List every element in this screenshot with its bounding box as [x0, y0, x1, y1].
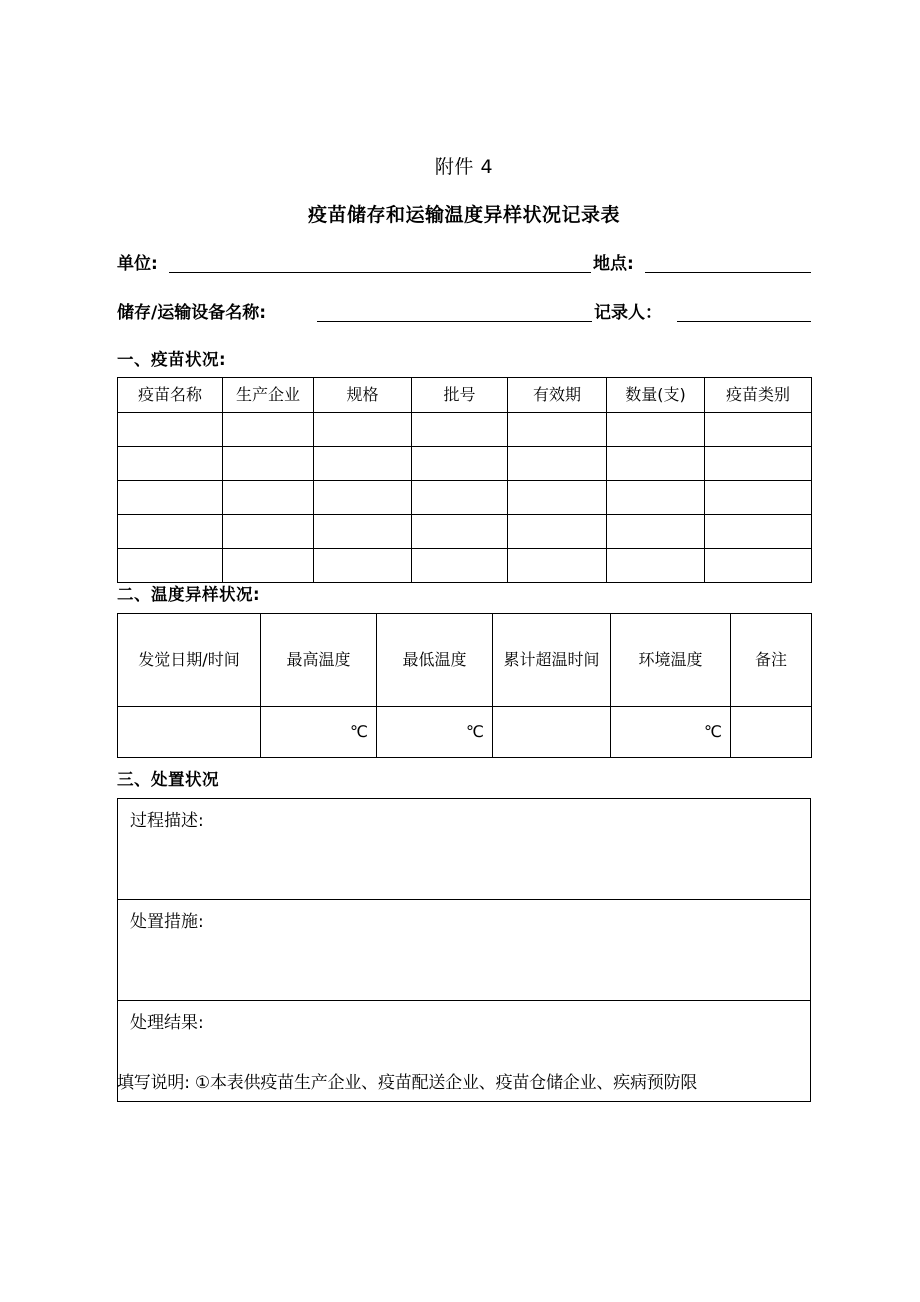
table-cell[interactable] — [118, 481, 223, 515]
table-cell[interactable] — [412, 515, 508, 549]
table-row — [118, 900, 811, 1001]
section-one-heading: 一、疫苗状况: — [117, 350, 227, 369]
section-two-heading: 二、温度异样状况: — [117, 585, 261, 604]
vaccine-status-table — [117, 377, 812, 583]
process-description-field[interactable]: 过程描述: — [118, 799, 811, 900]
table-cell[interactable] — [705, 447, 812, 481]
table-row — [118, 549, 812, 583]
unit-label: 单位: — [117, 254, 158, 274]
section-three-heading: 三、处置状况 — [117, 770, 219, 789]
column-header-max-temperature: 最高温度 — [261, 614, 377, 707]
table-cell[interactable] — [223, 447, 314, 481]
table-cell[interactable] — [607, 413, 705, 447]
column-header-ambient-temperature: 环境温度 — [611, 614, 731, 707]
column-header-discovery-datetime: 发觉日期/时间 — [118, 614, 261, 707]
table-cell[interactable] — [412, 481, 508, 515]
temperature-anomaly-table — [117, 613, 812, 758]
table-row — [118, 481, 812, 515]
column-header-vaccine-name: 疫苗名称 — [118, 378, 223, 413]
column-header-remarks: 备注 — [731, 614, 812, 707]
header-fields-row-1 — [117, 253, 811, 279]
column-header-batch-number: 批号 — [412, 378, 508, 413]
page-title: 疫苗储存和运输温度异样状况记录表 — [307, 204, 620, 226]
location-input[interactable] — [645, 253, 811, 273]
table-row — [118, 799, 811, 900]
table-cell[interactable] — [223, 413, 314, 447]
table-cell[interactable] — [223, 481, 314, 515]
table-cell[interactable] — [705, 413, 812, 447]
table-row — [118, 413, 812, 447]
column-header-manufacturer: 生产企业 — [223, 378, 314, 413]
table-cell[interactable] — [412, 413, 508, 447]
table-header-row — [118, 614, 812, 707]
table-cell[interactable] — [508, 413, 607, 447]
table-cell[interactable] — [314, 515, 412, 549]
table-row — [118, 707, 812, 758]
table-cell[interactable] — [314, 481, 412, 515]
column-header-expiry-date: 有效期 — [508, 378, 607, 413]
table-cell[interactable] — [118, 549, 223, 583]
table-cell[interactable] — [223, 515, 314, 549]
attachment-number: 附件 4 — [434, 156, 494, 178]
disposal-measures-field[interactable]: 处置措施: — [118, 900, 811, 1001]
cell-ambient-temperature[interactable]: ℃ — [611, 707, 731, 758]
processing-result-field[interactable]: 处理结果: — [118, 1001, 811, 1102]
table-cell[interactable] — [314, 447, 412, 481]
table-cell[interactable] — [607, 515, 705, 549]
unit-input[interactable] — [169, 253, 591, 273]
column-header-min-temperature: 最低温度 — [377, 614, 493, 707]
table-cell[interactable] — [607, 481, 705, 515]
disposal-status-table — [117, 798, 811, 1102]
table-cell[interactable] — [314, 413, 412, 447]
table-cell[interactable] — [508, 515, 607, 549]
table-cell[interactable] — [118, 447, 223, 481]
column-header-cumulative-excess-time: 累计超温时间 — [493, 614, 611, 707]
header-fields-row-2 — [117, 302, 811, 328]
table-cell[interactable] — [705, 481, 812, 515]
table-cell[interactable] — [508, 447, 607, 481]
table-header-row — [118, 378, 812, 413]
table-row — [118, 515, 812, 549]
equipment-name-input[interactable] — [317, 302, 592, 322]
location-label: 地点: — [593, 254, 634, 274]
cell-cumulative-excess-time[interactable] — [493, 707, 611, 758]
table-cell[interactable] — [607, 447, 705, 481]
table-cell[interactable] — [412, 447, 508, 481]
table-cell[interactable] — [705, 549, 812, 583]
recorder-label: 记录人： — [594, 303, 662, 323]
table-cell[interactable] — [607, 549, 705, 583]
cell-discovery-datetime[interactable] — [118, 707, 261, 758]
table-cell[interactable] — [118, 515, 223, 549]
column-header-specification: 规格 — [314, 378, 412, 413]
table-cell[interactable] — [223, 549, 314, 583]
table-cell[interactable] — [508, 549, 607, 583]
table-cell[interactable] — [508, 481, 607, 515]
cell-min-temperature[interactable]: ℃ — [377, 707, 493, 758]
recorder-input[interactable] — [677, 302, 811, 322]
equipment-name-label: 储存/运输设备名称: — [117, 303, 267, 323]
table-cell[interactable] — [705, 515, 812, 549]
column-header-quantity: 数量(支) — [607, 378, 705, 413]
table-row — [118, 447, 812, 481]
table-cell[interactable] — [118, 413, 223, 447]
cell-remarks[interactable] — [731, 707, 812, 758]
column-header-vaccine-category: 疫苗类别 — [705, 378, 812, 413]
cell-max-temperature[interactable]: ℃ — [261, 707, 377, 758]
table-cell[interactable] — [412, 549, 508, 583]
footer-instruction-note: 填写说明: ①本表供疫苗生产企业、疫苗配送企业、疫苗仓储企业、疾病预防限 — [117, 1073, 698, 1093]
table-cell[interactable] — [314, 549, 412, 583]
